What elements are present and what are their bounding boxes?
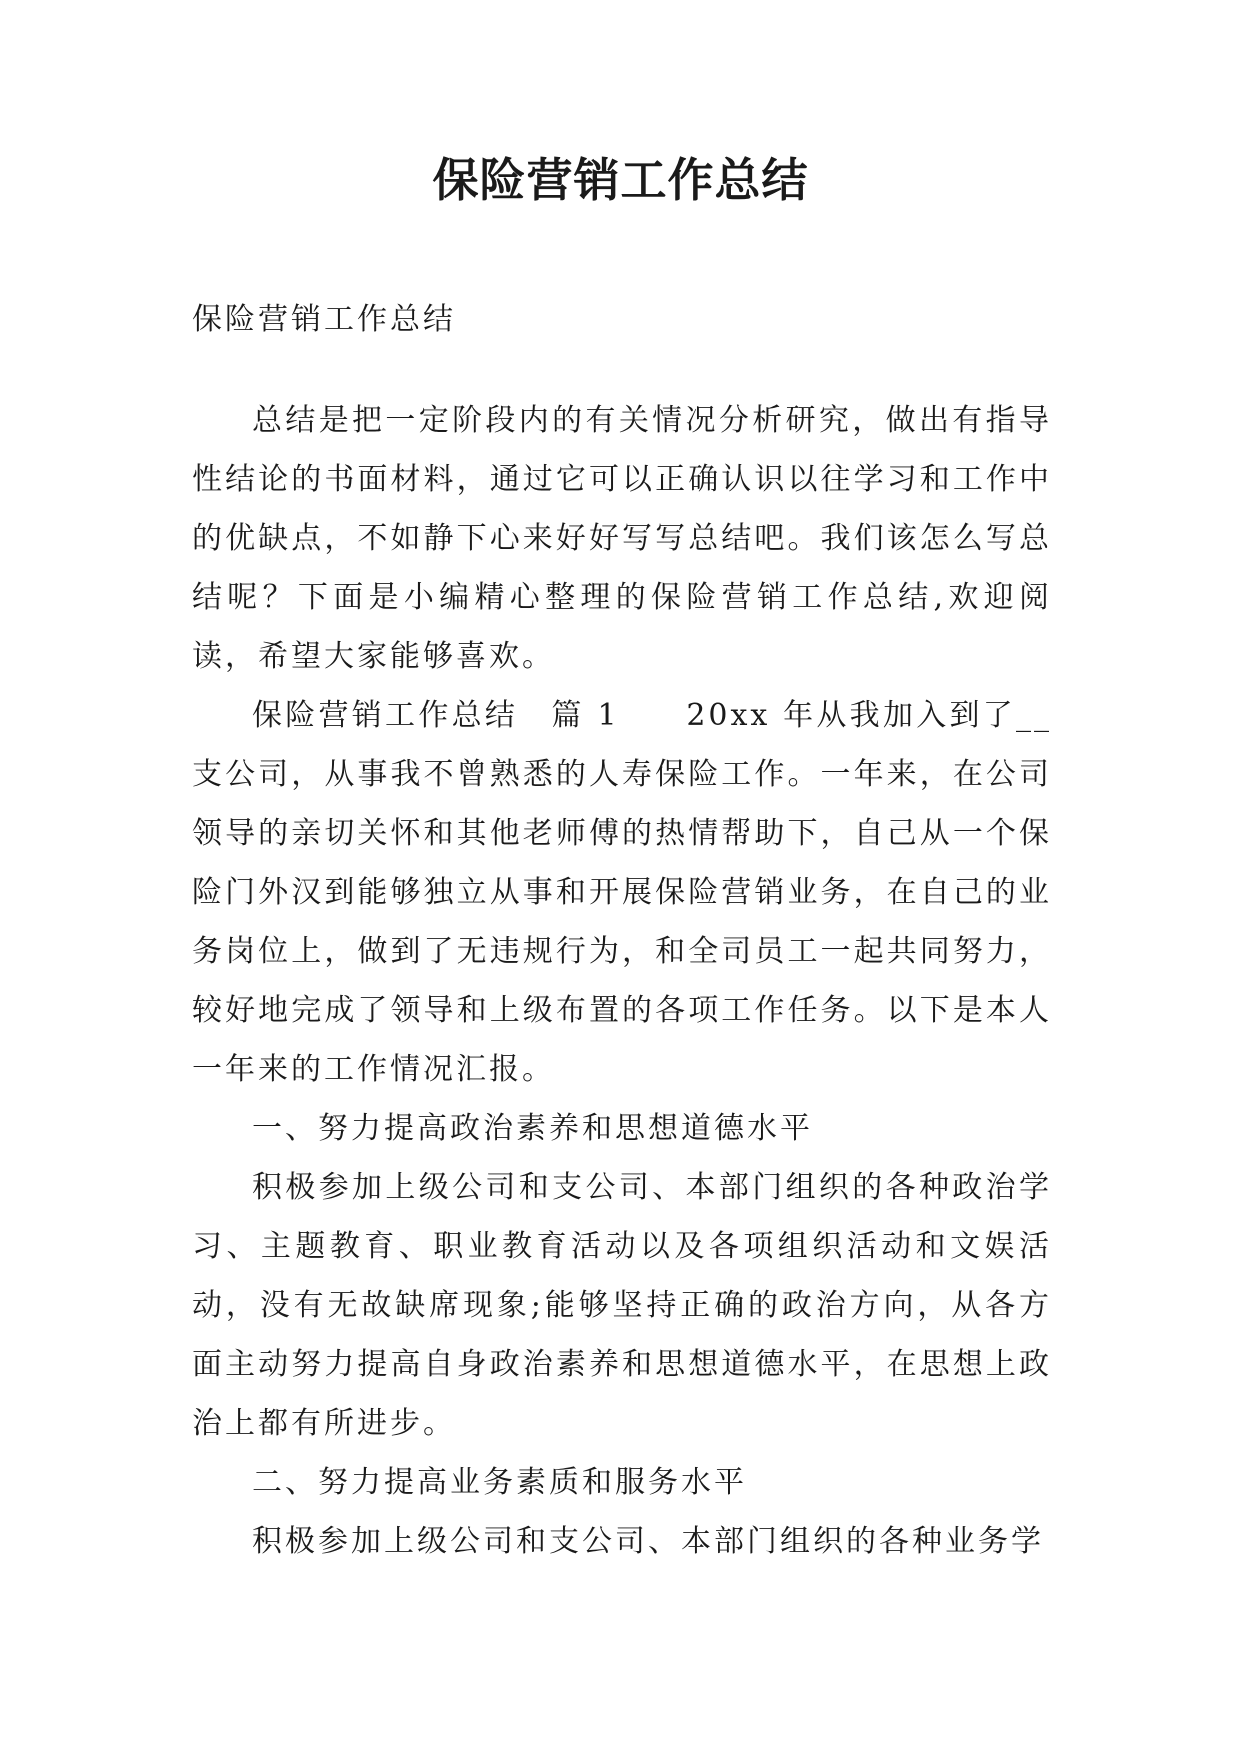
section-paragraph-1: 积极参加上级公司和支公司、本部门组织的各种政治学习、主题教育、职业教育活动以及各项组织活动和文娱活动，没有无故缺席现象;能够坚持正确的政治方向，从各方面主动努力提高自身政治素养和思想道德水平，在思想上政治上都有所进步。 <box>192 1170 1052 1441</box>
document-subtitle: 保险营销工作总结 <box>192 302 456 337</box>
section-heading-1: 一、努力提高政治素养和思想道德水平 <box>252 1111 813 1146</box>
part1-paragraph: 保险营销工作总结 篇 1 20xx 年从我加入到了__支公司，从事我不曾熟悉的人寿保险工作。一年来，在公司领导的亲切关怀和其他老师傅的热情帮助下，自己从一个保险门外汉到能够独立从事和开展保险营销业务，在自己的业务岗位上，做到了无违规行为，和全司员工一起共同努力，较好地完成了领导和上级布置的各项工作任务。以下是本人一年来的工作情况汇报。 <box>192 698 1052 1087</box>
document-body <box>192 290 1052 1571</box>
section-paragraph-2: 积极参加上级公司和支公司、本部门组织的各种业务学 <box>252 1524 1044 1559</box>
document-title: 保险营销工作总结 <box>432 153 809 207</box>
intro-paragraph: 总结是把一定阶段内的有关情况分析研究，做出有指导性结论的书面材料，通过它可以正确认识以往学习和工作中的优缺点，不如静下心来好好写写总结吧。我们该怎么写总结呢？下面是小编精心整理的保险营销工作总结,欢迎阅读，希望大家能够喜欢。 <box>192 403 1052 674</box>
section-heading-2: 二、努力提高业务素质和服务水平 <box>252 1465 747 1500</box>
